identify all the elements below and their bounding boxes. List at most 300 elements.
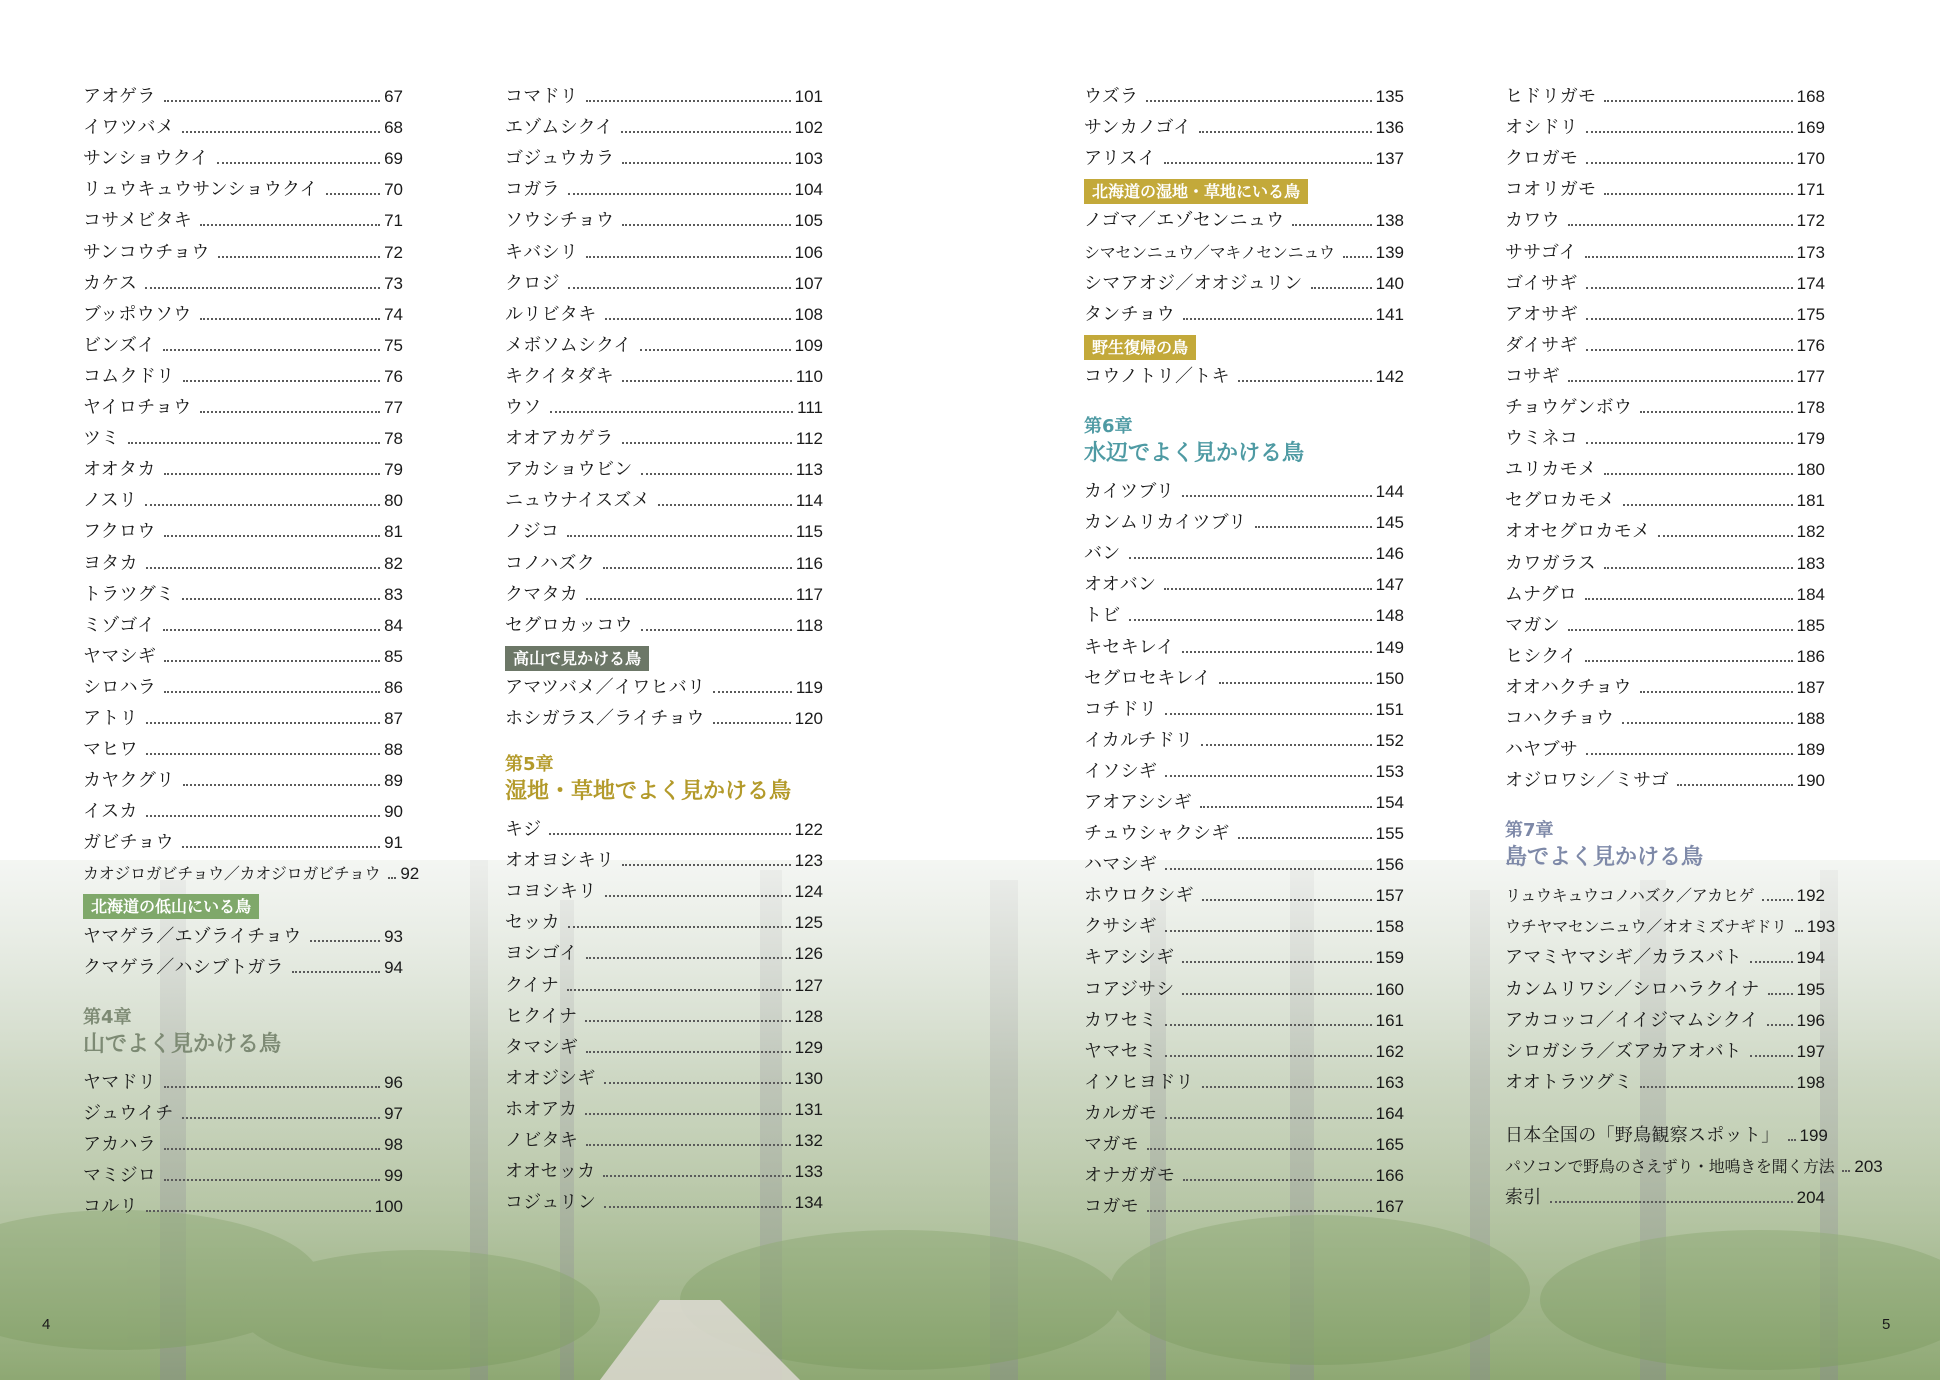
bird-name: コオリガモ: [1505, 179, 1597, 201]
dot-leader: [1147, 1148, 1372, 1150]
page-number: 166: [1375, 1166, 1404, 1186]
toc-entry: [505, 669, 823, 700]
dot-leader: [1146, 100, 1371, 102]
page-number: 167: [1375, 1197, 1404, 1217]
bird-name: オシドリ: [1505, 117, 1579, 139]
toc-entry: [83, 109, 403, 140]
toc-entry: [1084, 815, 1404, 846]
bird-name: オオハクチョウ: [1505, 676, 1632, 698]
bird-name: キジ: [505, 819, 542, 841]
chapter-title: 山でよく見かける鳥: [83, 1031, 282, 1057]
page-number: 72: [384, 242, 403, 262]
chapter-number: 第5章: [505, 753, 554, 775]
dot-leader: [146, 1210, 371, 1212]
page-number: 71: [384, 211, 403, 231]
page-number: 148: [1375, 606, 1404, 626]
page-number: 107: [794, 273, 823, 293]
page-number: 149: [1375, 637, 1404, 657]
dot-leader: [567, 989, 791, 991]
page-number: 138: [1375, 211, 1404, 231]
toc-column-4: [1505, 78, 1883, 1210]
dot-leader: [1604, 100, 1792, 102]
bird-name: イワツバメ: [83, 117, 175, 139]
dot-leader: [1164, 588, 1371, 590]
toc-entry: [1505, 731, 1825, 762]
page-number-left: 4: [42, 1316, 51, 1333]
bird-name: オオタカ: [83, 459, 156, 481]
dot-leader: [1129, 619, 1372, 621]
dot-leader: [163, 629, 380, 631]
toc-entry: [1505, 908, 1836, 939]
page-number: 80: [384, 491, 403, 511]
toc-entry: [83, 265, 403, 296]
dot-leader: [182, 131, 380, 133]
page-number: 67: [384, 87, 403, 107]
toc-entry: [1505, 1064, 1825, 1095]
page-number: 104: [794, 180, 823, 200]
bird-name: カンムリカイツブリ: [1084, 512, 1247, 534]
dot-leader: [1165, 1117, 1371, 1119]
dot-leader: [292, 971, 380, 973]
toc-entry: [505, 1029, 823, 1060]
page-number: 132: [794, 1131, 823, 1150]
bird-name: コサメビタキ: [83, 210, 193, 232]
dot-leader: [182, 846, 380, 848]
toc-entry: [1084, 784, 1404, 815]
dot-leader: [585, 1020, 790, 1022]
bird-name: コムクドリ: [83, 365, 175, 387]
toc-entry: [1084, 265, 1404, 296]
dot-leader: [586, 598, 792, 600]
bird-name: ヤマセミ: [1084, 1040, 1158, 1062]
toc-entry: [1084, 1064, 1404, 1095]
dot-leader: [1768, 993, 1793, 995]
page-number: 127: [794, 975, 823, 995]
bird-name: クロガモ: [1505, 148, 1579, 170]
bird-name: ゴジュウカラ: [505, 148, 615, 170]
bird-name: ウチヤマセンニュウ／オオミズナギドリ: [1505, 917, 1787, 937]
page-number: 90: [384, 802, 403, 822]
dot-leader: [641, 629, 792, 631]
toc-entry: [1505, 939, 1825, 970]
toc-entry: [83, 1126, 403, 1157]
dot-leader: [1183, 318, 1372, 320]
bird-name: キバシリ: [505, 241, 579, 263]
toc-entry: [83, 140, 403, 171]
bird-name: サンカノゴイ: [1084, 117, 1192, 139]
bird-name: イソヒヨドリ: [1084, 1071, 1194, 1093]
bird-name: トラツグミ: [83, 583, 175, 605]
toc-entry: [1084, 566, 1404, 597]
dot-leader: [1182, 993, 1371, 995]
toc-entry: [1084, 1126, 1404, 1157]
page-number: 188: [1796, 708, 1825, 728]
bird-name: シマアオジ／オオジュリン: [1084, 272, 1303, 294]
dot-leader: [622, 864, 790, 866]
bird-name: アトリ: [83, 707, 138, 729]
page-number: 145: [1375, 513, 1404, 533]
page-number: 131: [794, 1099, 823, 1119]
toc-entry: [83, 824, 403, 855]
dot-leader: [586, 1144, 790, 1146]
page-number: 159: [1375, 948, 1404, 968]
page-number: 75: [384, 335, 403, 355]
toc-entry: [505, 544, 823, 575]
toc-entry: [83, 78, 403, 109]
toc-entry: [1505, 482, 1825, 513]
dot-leader: [586, 100, 790, 102]
page-number: 187: [1796, 677, 1825, 697]
page-number: 190: [1796, 771, 1825, 791]
page-number: 113: [795, 460, 823, 480]
bird-name: カイツブリ: [1084, 481, 1175, 503]
toc-entry: [1505, 140, 1825, 171]
toc-list: [1084, 202, 1404, 326]
bird-name: コウノトリ／トキ: [1084, 365, 1230, 387]
page-number: 198: [1796, 1072, 1825, 1092]
toc-entry: [83, 327, 403, 358]
page-number: 175: [1796, 304, 1825, 324]
toc-entry: [505, 700, 823, 731]
bird-name: キクイタダキ: [505, 365, 614, 387]
toc-list: [505, 811, 823, 1215]
bird-name: パソコンで野鳥のさえずり・地鳴きを聞く方法: [1505, 1157, 1835, 1176]
page-number: 203: [1854, 1157, 1883, 1176]
section-tag: 北海道の低山にいる鳥: [83, 894, 259, 919]
page-number: 128: [794, 1006, 823, 1026]
dot-leader: [622, 380, 792, 382]
dot-leader: [164, 1086, 380, 1088]
bird-name: オオトラツグミ: [1505, 1071, 1633, 1093]
toc-entry: [505, 1184, 823, 1215]
dot-leader: [1164, 162, 1372, 164]
bird-name: アカショウビン: [505, 459, 633, 481]
toc-entry: [1505, 970, 1825, 1001]
page-number: 157: [1375, 886, 1404, 906]
bird-name: アオサギ: [1505, 303, 1579, 325]
page-number: 151: [1375, 699, 1404, 719]
toc-entry: [505, 451, 823, 482]
bird-name: ノジコ: [505, 521, 560, 543]
bird-name: アマツバメ／イワヒバリ: [505, 676, 706, 698]
toc-entry: [1084, 109, 1404, 140]
dot-leader: [621, 131, 790, 133]
dot-leader: [1129, 557, 1372, 559]
page-number: 117: [795, 584, 823, 604]
toc-entry: [1505, 1002, 1825, 1033]
bird-name: ゴイサギ: [1505, 272, 1578, 294]
page-number: 89: [384, 771, 403, 791]
toc-entry: [505, 233, 823, 264]
dot-leader: [1550, 1201, 1793, 1203]
dot-leader: [568, 287, 791, 289]
dot-leader: [164, 1148, 380, 1150]
bird-name: クイナ: [505, 974, 559, 996]
bird-name: チュウシャクシギ: [1084, 823, 1230, 845]
toc-entry: [1084, 877, 1404, 908]
dot-leader: [1343, 256, 1372, 258]
page-number: 158: [1375, 917, 1404, 937]
toc-entry: [83, 918, 403, 949]
bird-name: タンチョウ: [1084, 303, 1175, 325]
toc-entry: [1505, 233, 1825, 264]
bird-name: ノゴマ／エゾセンニュウ: [1084, 210, 1285, 232]
dot-leader: [1199, 131, 1371, 133]
toc-list: [83, 918, 403, 980]
bird-name: ノビタキ: [505, 1130, 579, 1151]
page-number: 115: [795, 522, 823, 542]
bird-name: コガラ: [505, 179, 560, 201]
page-number: 68: [384, 118, 403, 138]
toc-entry: [505, 327, 823, 358]
page-number: 199: [1799, 1125, 1828, 1145]
dot-leader: [145, 504, 380, 506]
toc-entry: [505, 998, 823, 1029]
toc-list: [505, 669, 823, 731]
toc-entry: [83, 949, 403, 980]
bird-name: オナガガモ: [1084, 1165, 1176, 1187]
bird-name: ツミ: [83, 428, 120, 450]
toc-entry: [1505, 78, 1825, 109]
dot-leader: [217, 162, 381, 164]
dot-leader: [567, 535, 792, 537]
page-number: 155: [1375, 824, 1404, 844]
bird-name: フクロウ: [83, 521, 156, 543]
dot-leader: [1750, 1055, 1793, 1057]
dot-leader: [1182, 961, 1371, 963]
bird-name: マミジロ: [83, 1165, 157, 1187]
dot-leader: [1640, 1086, 1792, 1088]
toc-entry: [505, 607, 823, 638]
bird-name: コノハズク: [505, 552, 596, 574]
bird-name: コルリ: [83, 1196, 138, 1218]
bird-name: ガビチョウ: [83, 832, 174, 854]
bird-name: キアシシギ: [1084, 947, 1175, 969]
page-number: 82: [384, 553, 403, 573]
toc-entry: [83, 638, 403, 669]
page-number: 98: [384, 1135, 403, 1154]
dot-leader: [586, 1051, 790, 1053]
chapter-title: 水辺でよく見かける鳥: [1084, 440, 1305, 466]
page-number: 192: [1796, 886, 1825, 906]
page-number: 85: [384, 646, 403, 666]
bird-name: カワガラス: [1505, 552, 1596, 574]
toc-entry: [1505, 607, 1825, 638]
dot-leader: [713, 722, 791, 724]
bird-name: カルガモ: [1084, 1102, 1158, 1124]
page-number: 193: [1806, 917, 1836, 937]
page-number: 195: [1796, 979, 1825, 999]
bird-name: オオジシギ: [505, 1067, 596, 1089]
toc-list: [83, 1064, 403, 1219]
toc-entry: [83, 513, 403, 544]
toc-list: [505, 78, 823, 638]
page-number: 88: [384, 740, 403, 760]
toc-entry: [1084, 358, 1404, 389]
dot-leader: [1586, 318, 1793, 320]
dot-leader: [586, 957, 791, 959]
dot-leader: [641, 473, 792, 475]
dot-leader: [1762, 899, 1792, 901]
toc-entry: [1084, 908, 1404, 939]
page-number: 176: [1796, 335, 1825, 355]
dot-leader: [218, 256, 380, 258]
page-number: 204: [1796, 1188, 1825, 1208]
page-number: 77: [384, 398, 403, 418]
toc-entry: [83, 233, 403, 264]
section-tag: 高山で見かける鳥: [505, 646, 649, 671]
bird-name: ハヤブサ: [1505, 739, 1579, 761]
toc-entry: [505, 935, 823, 966]
page-number: 184: [1796, 584, 1825, 604]
dot-leader: [586, 256, 790, 258]
dot-leader: [1586, 442, 1792, 444]
page-number: 110: [795, 366, 823, 386]
bird-name: イスカ: [83, 801, 138, 823]
page-number: 123: [794, 851, 823, 871]
page-number: 124: [794, 882, 823, 902]
dot-leader: [1795, 930, 1803, 932]
page-number: 183: [1796, 553, 1825, 573]
page-number: 83: [384, 584, 403, 604]
dot-leader: [164, 691, 380, 693]
section-tag: 野生復帰の鳥: [1084, 335, 1196, 360]
toc-entry: [83, 793, 403, 824]
page-number: 112: [795, 429, 823, 449]
page-number: 142: [1375, 366, 1404, 386]
bird-name: ニュウナイスズメ: [505, 490, 650, 512]
page-number: 87: [384, 708, 403, 728]
dot-leader: [1201, 744, 1371, 746]
page-number: 153: [1375, 761, 1404, 781]
toc-entry: [1084, 628, 1404, 659]
dot-leader: [1183, 1179, 1371, 1181]
dot-leader: [622, 162, 790, 164]
toc-entry: [505, 1153, 823, 1184]
page-number: 135: [1375, 87, 1404, 107]
toc-entry: [1505, 544, 1825, 575]
bird-name: オオセグロカモメ: [1505, 521, 1651, 543]
toc-list: [1505, 1117, 1883, 1210]
dot-leader: [128, 442, 380, 444]
bird-name: ソウシチョウ: [505, 210, 615, 232]
bird-name: シロガシラ／ズアカアオバト: [1505, 1040, 1742, 1062]
bird-name: セグロカッコウ: [505, 614, 633, 636]
toc-entry: [1505, 109, 1825, 140]
dot-leader: [1200, 806, 1372, 808]
toc-entry: [1084, 1033, 1404, 1064]
dot-leader: [388, 877, 396, 879]
dot-leader: [164, 1179, 380, 1181]
toc-entry: [83, 731, 403, 762]
bird-name: ルリビタキ: [505, 303, 597, 325]
dot-leader: [1202, 1086, 1372, 1088]
dot-leader: [1202, 899, 1372, 901]
toc-list: [1084, 473, 1404, 1219]
dot-leader: [1640, 411, 1792, 413]
page-number: 139: [1375, 242, 1404, 262]
bird-name: トビ: [1084, 605, 1121, 627]
page-number: 101: [794, 87, 823, 107]
toc-entry: [83, 482, 403, 513]
bird-name: ヤマシギ: [83, 645, 157, 667]
dot-leader: [640, 349, 791, 351]
page-number: 102: [794, 118, 823, 138]
page-number: 93: [384, 926, 403, 946]
bird-name: クマゲラ／ハシブトガラ: [83, 956, 284, 978]
toc-entry: [1084, 504, 1404, 535]
toc-column-1: [83, 78, 420, 1219]
bird-name: オジロワシ／ミサゴ: [1505, 770, 1669, 792]
page-number: 99: [384, 1166, 403, 1186]
dot-leader: [713, 691, 791, 693]
toc-entry: [1505, 358, 1825, 389]
bird-name: コサギ: [1505, 365, 1560, 387]
toc-entry: [1084, 939, 1404, 970]
page-number: 106: [794, 242, 823, 262]
dot-leader: [1767, 1024, 1793, 1026]
toc-entry: [1505, 451, 1825, 482]
toc-entry: [505, 842, 823, 873]
page-number: 118: [795, 615, 823, 635]
toc-entry: [1505, 389, 1825, 420]
toc-entry: [1084, 1188, 1404, 1219]
bird-name: ヒシクイ: [1505, 645, 1577, 667]
page-number: 180: [1796, 460, 1825, 480]
toc-entry: [505, 140, 823, 171]
toc-entry: [83, 358, 403, 389]
toc-entry: [1505, 669, 1825, 700]
bird-name: オオバン: [1084, 574, 1157, 596]
toc-entry: [1084, 535, 1404, 566]
bird-name: アオアシシギ: [1084, 791, 1192, 813]
toc-column-3: [1084, 78, 1404, 1219]
toc-entry: [83, 576, 403, 607]
dot-leader: [326, 193, 380, 195]
toc-entry: [83, 202, 403, 233]
page-number: 169: [1796, 118, 1825, 138]
dot-leader: [1292, 224, 1371, 226]
page-number: 177: [1796, 366, 1825, 386]
page-number: 125: [794, 913, 823, 933]
toc-entry: [83, 1064, 403, 1095]
toc-entry: [1084, 691, 1404, 722]
toc-entry: [1084, 1157, 1404, 1188]
dot-leader: [1622, 722, 1792, 724]
dot-leader: [1182, 495, 1371, 497]
page-number: 162: [1375, 1041, 1404, 1061]
bird-name: コチドリ: [1084, 698, 1158, 720]
bird-name: ブッポウソウ: [83, 303, 192, 325]
dot-leader: [164, 473, 380, 475]
page-number: 170: [1796, 149, 1825, 169]
bird-name: イカルチドリ: [1084, 729, 1194, 751]
page-number: 161: [1375, 1010, 1404, 1030]
page-number: 144: [1375, 482, 1404, 502]
page-number: 185: [1796, 615, 1825, 635]
page-number: 152: [1375, 730, 1404, 750]
toc-entry: [1505, 202, 1825, 233]
dot-leader: [1165, 930, 1372, 932]
bird-name: カケス: [83, 272, 138, 294]
dot-leader: [1750, 961, 1793, 963]
toc-entry: [1084, 473, 1404, 504]
bird-name: ダイサギ: [1505, 334, 1578, 356]
bird-name: ヤイロチョウ: [83, 397, 192, 419]
bird-name: ユリカモメ: [1505, 459, 1597, 481]
bird-name: アカハラ: [83, 1134, 157, 1155]
toc-entry: [1084, 202, 1404, 233]
